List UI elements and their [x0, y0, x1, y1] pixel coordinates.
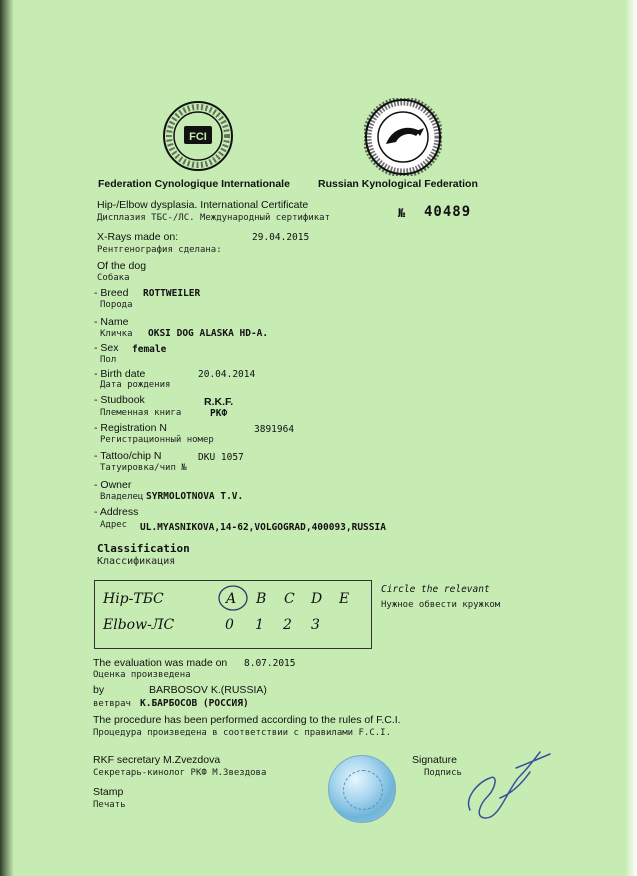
birth-value: 20.04.2014	[198, 369, 256, 380]
hip-selected-circle	[217, 583, 249, 613]
evaluation-label: The evaluation was made on	[93, 657, 228, 669]
scan-edge-right	[625, 0, 637, 876]
sex-value: female	[132, 344, 167, 355]
vet-name: BARBOSOV K.(RUSSIA)	[149, 684, 267, 696]
hologram-stamp	[328, 755, 396, 823]
sex-label: - Sex	[94, 342, 119, 354]
signature-scribble	[460, 738, 556, 824]
certificate-title: Hip-/Elbow dysplasia. International Certificate	[97, 199, 309, 211]
rkf-seal	[364, 98, 442, 176]
fci-name: Federation Cynologique Internationale	[98, 178, 290, 190]
xray-label: X-Rays made on:	[97, 231, 179, 243]
hip-grade-a: A	[226, 591, 237, 607]
hip-label: Hip-ТБС	[103, 591, 164, 607]
rkf-name: Russian Kynological Federation	[318, 178, 478, 190]
classification-heading-ru: Классификация	[97, 556, 176, 567]
studbook-label-ru: Племенная книга	[100, 408, 182, 418]
circle-note: Circle the relevant	[381, 584, 490, 595]
registration-value: 3891964	[254, 424, 295, 435]
classification-heading: Classification	[97, 542, 190, 555]
owner-label-ru: Владелец	[100, 492, 144, 502]
elbow-grade-0: 0	[225, 617, 234, 633]
name-label: - Name	[94, 316, 129, 328]
classification-box	[94, 580, 372, 649]
procedure-text: The procedure has been performed according to the rules of F.C.I.	[93, 714, 401, 726]
birth-label-ru: Дата рождения	[100, 380, 171, 390]
tattoo-label-ru: Татуировка/чип №	[100, 463, 187, 473]
procedure-text-ru: Процедура произведена в соответствии с правилами F.C.I.	[93, 728, 392, 738]
hip-grade-c: C	[284, 591, 295, 607]
vet-name-ru: К.БАРБОСОВ (РОССИЯ)	[140, 698, 249, 709]
registration-label: - Registration N	[94, 422, 167, 434]
studbook-value: R.K.F.	[204, 396, 234, 408]
studbook-label: - Studbook	[94, 394, 145, 406]
xray-date: 29.04.2015	[252, 232, 310, 243]
certificate-title-ru: Дисплазия ТБС-/ЛС. Международный сертификат	[97, 213, 330, 223]
address-value: UL.MYASNIKOVA,14-62,VOLGOGRAD,400093,RUSSIA	[140, 522, 386, 533]
hip-grade-d: D	[311, 591, 323, 607]
fci-logo-text: FCI	[189, 131, 207, 143]
registration-label-ru: Регистрационный номер	[100, 435, 214, 445]
signature-label-ru: Подпись	[424, 768, 462, 778]
breed-label: - Breed	[94, 287, 129, 299]
breed-label-ru: Порода	[100, 300, 133, 310]
stamp-label-ru: Печать	[93, 800, 126, 810]
birth-label: - Birth date	[94, 368, 146, 380]
hip-grade-b: B	[256, 591, 267, 607]
breed-value: ROTTWEILER	[143, 288, 201, 299]
fci-logo	[162, 100, 234, 172]
secretary-label: RKF secretary M.Zvezdova	[93, 754, 221, 766]
address-label-ru: Адрес	[100, 520, 128, 530]
owner-label: - Owner	[94, 479, 132, 491]
evaluation-date: 8.07.2015	[244, 658, 296, 669]
certificate-number: 40489	[424, 204, 472, 220]
elbow-grade-1: 1	[255, 617, 264, 633]
scan-edge-left	[0, 0, 14, 876]
number-sign: №	[398, 206, 406, 220]
elbow-label: Elbow-ЛС	[103, 617, 175, 633]
dog-heading-ru: Собака	[97, 273, 130, 283]
name-value: OKSI DOG ALASKA HD-A.	[148, 328, 269, 339]
owner-value: SYRMOLOTNOVA T.V.	[146, 491, 244, 502]
xray-label-ru: Рентгенография сделана:	[97, 245, 222, 255]
elbow-grade-2: 2	[283, 617, 292, 633]
stamp-label: Stamp	[93, 786, 124, 798]
circle-note-ru: Нужное обвести кружком	[381, 600, 501, 610]
name-label-ru: Кличка	[100, 329, 133, 339]
address-label: - Address	[94, 506, 139, 518]
tattoo-label: - Tattoo/chip N	[94, 450, 162, 462]
hip-grade-e: E	[339, 591, 350, 607]
signature-label: Signature	[412, 754, 457, 766]
secretary-label-ru: Секретарь-кинолог РКФ М.Звездова	[93, 768, 267, 778]
tattoo-value: DKU 1057	[198, 452, 244, 463]
sex-label-ru: Пол	[100, 355, 117, 365]
hologram-inner-ring	[343, 770, 383, 810]
studbook-value-ru: РКФ	[210, 408, 228, 419]
dog-heading: Of the dog	[97, 260, 147, 272]
elbow-grade-3: 3	[311, 617, 320, 633]
by-label: by	[93, 684, 105, 696]
evaluation-label-ru: Оценка произведена	[93, 670, 191, 680]
by-label-ru: ветврач	[93, 699, 131, 709]
